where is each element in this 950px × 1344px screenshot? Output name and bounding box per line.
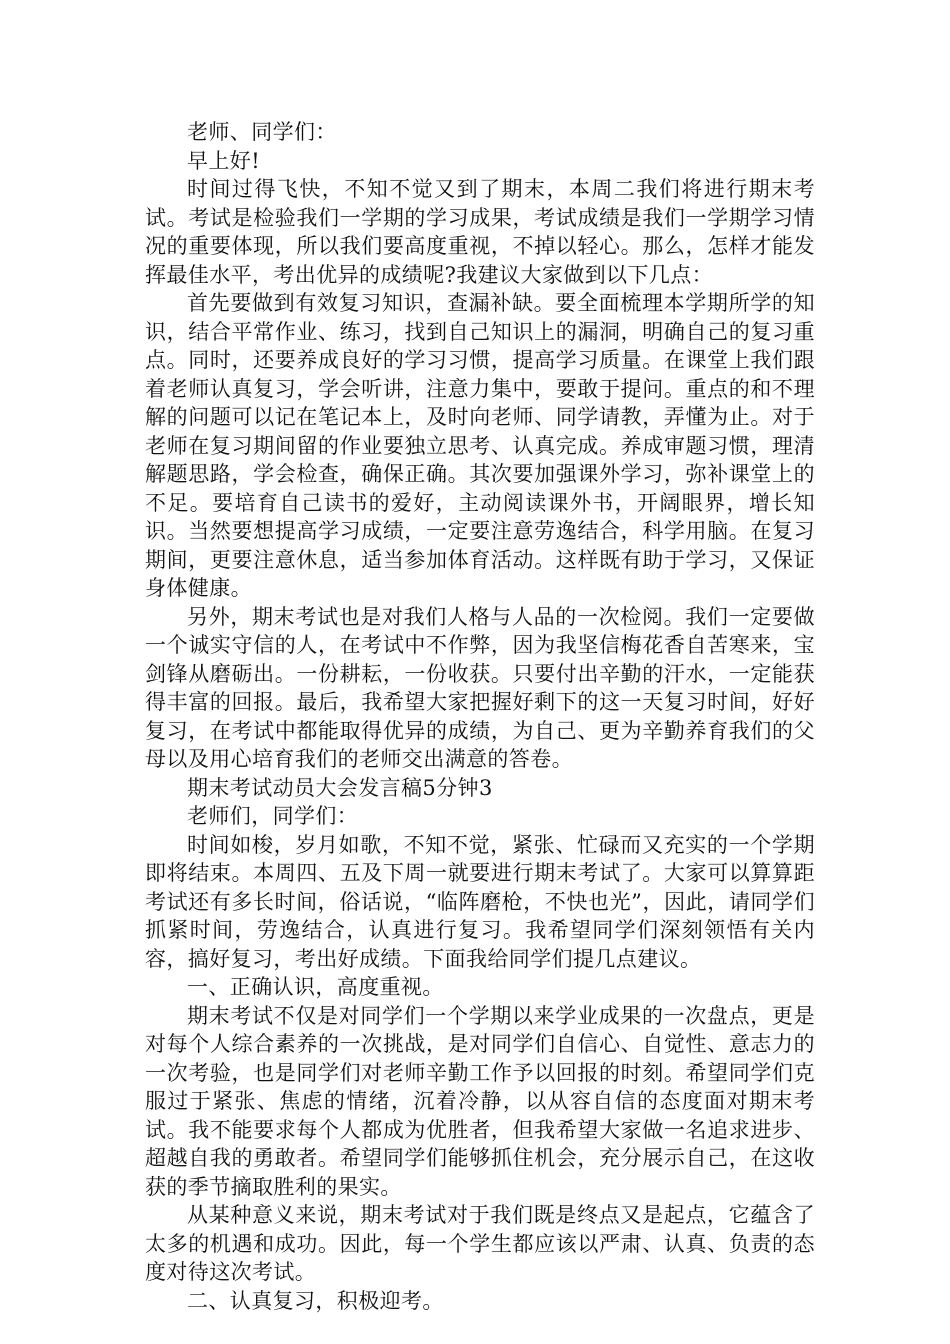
greeting: 早上好! bbox=[187, 148, 261, 173]
section-heading: 一、正确认识，高度重视。 bbox=[187, 975, 444, 999]
paragraph: 时间如梭，岁月如歌，不知不觉，紧张、忙碌而又充实的一个学期即将结束。本周四、五及下周一就要进行期末考试了。大家可以算算距考试还有多长时间，俗话说，“临阵磨枪，不快也光”，因此，请同学们抓紧时间，劳逸结合，认真进行复习。我希望同学们深刻领悟有关内容，搞好复习，考出好成绩。下面我给同学们提几点建议。 bbox=[145, 832, 815, 971]
paragraph: 首先要做到有效复习知识，查漏补缺。要全面梳理本学期所学的知识，结合平常作业、练习，找到自己知识上的漏洞，明确自己的复习重点。同时，还要养成良好的学习习惯，提高学习质量。在课堂上我们跟着老师认真复习，学会听讲，注意力集中，要敢于提问。重点的和不理解的问题可以记在笔记本上，及时向老师、同学请教，弄懂为止。对于老师在复习期间留的作业要独立思考、认真完成。养成审题习惯，理清解题思路，学会检查，确保正确。其次要加强课外学习，弥补课堂上的不足。要培育自己读书的爱好，主动阅读课外书，开阔眼界，增长知识。当然要想提高学习成绩，一定要注意劳逸结合，科学用脑。在复习期间，更要注意休息，适当参加体育活动。这样既有助于学习，又保证身体健康。 bbox=[145, 291, 815, 600]
paragraph: 时间过得飞快，不知不觉又到了期末，本周二我们将进行期末考试。考试是检验我们一学期的学习成果，考试成绩是我们一学期学习情况的重要体现，所以我们要高度重视，不掉以轻心。那么，怎样才能发挥最佳水平，考出优异的成绩呢?我建议大家做到以下几点： bbox=[145, 177, 815, 287]
salutation: 老师们，同学们： bbox=[187, 804, 359, 828]
paragraph: 另外，期末考试也是对我们人格与人品的一次检阅。我们一定要做一个诚实守信的人，在考试中不作弊，因为我坚信梅花香自苦寒来，宝剑锋从磨砺出。一份耕耘，一份收获。只要付出辛勤的汗水，一定能获得丰富的回报。最后，我希望大家把握好剩下的这一天复习时间，好好复习，在考试中都能取得优异的成绩，为自己、更为辛勤养育我们的父母以及用心培育我们的老师交出满意的答卷。 bbox=[145, 604, 815, 771]
paragraph: 期末考试不仅是对同学们一个学期以来学业成果的一次盘点，更是对每个人综合素养的一次挑战，是对同学们自信心、自觉性、意志力的一次考验，也是同学们对老师辛勤工作予以回报的时刻。希望同学们克服过于紧张、焦虑的情绪，沉着冷静，以从容自信的态度面对期末考试。我不能要求每个人都成为优胜者，但我希望大家做一名追求进步、超越自我的勇敢者。希望同学们能够抓住机会，充分展示自己，在这收获的季节摘取胜利的果实。 bbox=[145, 1003, 815, 1199]
paragraph: 从某种意义来说，期末考试对于我们既是终点又是起点，它蕴含了太多的机遇和成功。因此，每一个学生都应该以严肃、认真、负责的态度对待这次考试。 bbox=[145, 1203, 815, 1284]
speech-title: 期末考试动员大会发言稿5分钟3 bbox=[187, 775, 493, 800]
salutation: 老师、同学们： bbox=[187, 120, 337, 144]
document-body bbox=[145, 118, 815, 1315]
section-heading: 二、认真复习，积极迎考。 bbox=[187, 1288, 444, 1313]
